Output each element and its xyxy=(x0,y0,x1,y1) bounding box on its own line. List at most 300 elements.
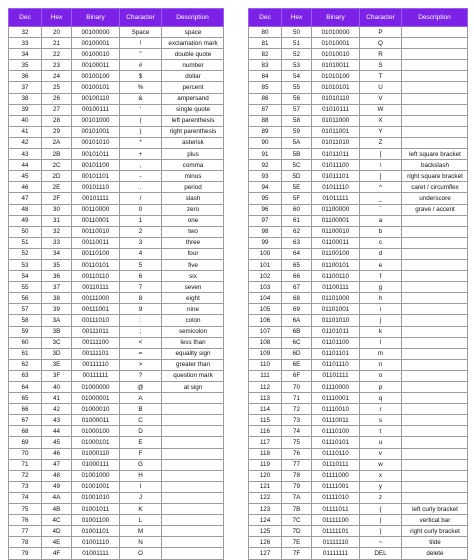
binary-cell: 00111001 xyxy=(72,304,120,315)
hex-cell: 7D xyxy=(282,526,312,537)
table-row xyxy=(249,459,468,470)
description-cell: six xyxy=(162,271,224,282)
table-row xyxy=(9,115,224,126)
description-cell xyxy=(402,248,468,259)
character-cell: A xyxy=(120,393,162,404)
hex-cell: 2C xyxy=(42,160,72,171)
table-row xyxy=(249,27,468,38)
description-cell xyxy=(402,27,468,38)
dec-cell: 71 xyxy=(9,459,42,470)
binary-cell: 01101010 xyxy=(312,315,360,326)
character-cell: F xyxy=(120,448,162,459)
dec-cell: 116 xyxy=(249,426,282,437)
description-cell xyxy=(402,393,468,404)
binary-cell: 01001111 xyxy=(72,548,120,559)
description-cell xyxy=(402,382,468,393)
hex-cell: 52 xyxy=(282,49,312,60)
binary-cell: 01111110 xyxy=(312,537,360,548)
table-row xyxy=(9,193,224,204)
character-cell: B xyxy=(120,404,162,415)
character-cell: [ xyxy=(360,149,402,160)
binary-cell: 01101001 xyxy=(312,304,360,315)
table-row xyxy=(9,326,224,337)
description-cell xyxy=(402,226,468,237)
character-cell: ( xyxy=(120,115,162,126)
binary-cell: 01011010 xyxy=(312,137,360,148)
table-row xyxy=(249,248,468,259)
dec-cell: 62 xyxy=(9,359,42,370)
table-row xyxy=(9,382,224,393)
binary-cell: 01001010 xyxy=(72,492,120,503)
binary-cell: 01100100 xyxy=(312,248,360,259)
binary-cell: 01010100 xyxy=(312,71,360,82)
hex-cell: 68 xyxy=(282,293,312,304)
description-cell: right parenthesis xyxy=(162,126,224,137)
binary-cell: 01110110 xyxy=(312,448,360,459)
description-cell: seven xyxy=(162,282,224,293)
dec-cell: 42 xyxy=(9,137,42,148)
character-cell: , xyxy=(120,160,162,171)
table-row xyxy=(249,537,468,548)
character-cell: 1 xyxy=(120,215,162,226)
dec-cell: 43 xyxy=(9,149,42,160)
binary-cell: 01010101 xyxy=(312,82,360,93)
description-cell xyxy=(402,359,468,370)
binary-cell: 00101000 xyxy=(72,115,120,126)
binary-cell: 01100010 xyxy=(312,226,360,237)
character-cell: C xyxy=(120,415,162,426)
dec-cell: 92 xyxy=(249,160,282,171)
dec-cell: 68 xyxy=(9,426,42,437)
character-cell: < xyxy=(120,337,162,348)
character-cell: m xyxy=(360,348,402,359)
dec-cell: 93 xyxy=(249,171,282,182)
description-cell: number xyxy=(162,60,224,71)
dec-cell: 80 xyxy=(249,27,282,38)
hex-cell: 5C xyxy=(282,160,312,171)
description-cell: comma xyxy=(162,160,224,171)
binary-cell: 01111001 xyxy=(312,481,360,492)
description-cell: zero xyxy=(162,204,224,215)
character-cell: u xyxy=(360,437,402,448)
table-row xyxy=(9,49,224,60)
description-cell xyxy=(402,492,468,503)
table-row xyxy=(249,282,468,293)
description-cell xyxy=(402,315,468,326)
hex-cell: 6A xyxy=(282,315,312,326)
dec-cell: 111 xyxy=(249,370,282,381)
description-cell xyxy=(162,437,224,448)
description-cell xyxy=(402,126,468,137)
hex-cell: 61 xyxy=(282,215,312,226)
binary-cell: 00110101 xyxy=(72,259,120,270)
dec-cell: 117 xyxy=(249,437,282,448)
dec-cell: 49 xyxy=(9,215,42,226)
header-hex: Hex xyxy=(42,9,72,27)
binary-cell: 01100111 xyxy=(312,282,360,293)
table-row xyxy=(9,370,224,381)
hex-cell: 2A xyxy=(42,137,72,148)
character-cell: T xyxy=(360,71,402,82)
hex-cell: 21 xyxy=(42,38,72,49)
binary-cell: 00111101 xyxy=(72,348,120,359)
dec-cell: 86 xyxy=(249,93,282,104)
hex-cell: 4C xyxy=(42,515,72,526)
description-cell: less than xyxy=(162,337,224,348)
binary-cell: 01100000 xyxy=(312,204,360,215)
binary-cell: 01101111 xyxy=(312,370,360,381)
binary-cell: 01010000 xyxy=(312,27,360,38)
hex-cell: 71 xyxy=(282,393,312,404)
table-row xyxy=(9,293,224,304)
hex-cell: 4F xyxy=(42,548,72,559)
dec-cell: 107 xyxy=(249,326,282,337)
character-cell: E xyxy=(120,437,162,448)
description-cell: four xyxy=(162,248,224,259)
dec-cell: 66 xyxy=(9,404,42,415)
hex-cell: 23 xyxy=(42,60,72,71)
character-cell: 8 xyxy=(120,293,162,304)
binary-cell: 01000001 xyxy=(72,393,120,404)
dec-cell: 114 xyxy=(249,404,282,415)
header-character: Character xyxy=(120,9,162,27)
hex-cell: 22 xyxy=(42,49,72,60)
dec-cell: 101 xyxy=(249,259,282,270)
binary-cell: 01101011 xyxy=(312,326,360,337)
binary-cell: 01001101 xyxy=(72,526,120,537)
dec-cell: 127 xyxy=(249,548,282,559)
table-row xyxy=(249,404,468,415)
description-cell xyxy=(402,437,468,448)
table-row xyxy=(249,115,468,126)
dec-cell: 115 xyxy=(249,415,282,426)
binary-cell: 01110111 xyxy=(312,459,360,470)
table-row xyxy=(249,259,468,270)
character-cell: & xyxy=(120,93,162,104)
table-row xyxy=(9,38,224,49)
hex-cell: 37 xyxy=(42,282,72,293)
binary-cell: 01111011 xyxy=(312,504,360,515)
hex-cell: 57 xyxy=(282,104,312,115)
table-row xyxy=(9,182,224,193)
character-cell: P xyxy=(360,27,402,38)
character-cell: j xyxy=(360,315,402,326)
description-cell: slash xyxy=(162,193,224,204)
character-cell: } xyxy=(360,526,402,537)
binary-cell: 00111000 xyxy=(72,293,120,304)
description-cell xyxy=(402,71,468,82)
hex-cell: 47 xyxy=(42,459,72,470)
dec-cell: 123 xyxy=(249,504,282,515)
description-cell xyxy=(402,370,468,381)
table-row xyxy=(249,293,468,304)
description-cell: underscore xyxy=(402,193,468,204)
dec-cell: 48 xyxy=(9,204,42,215)
character-cell: ^ xyxy=(360,182,402,193)
table-row xyxy=(249,171,468,182)
description-cell: vertical bar xyxy=(402,515,468,526)
table-row xyxy=(9,448,224,459)
hex-cell: 69 xyxy=(282,304,312,315)
table-row xyxy=(249,315,468,326)
hex-cell: 36 xyxy=(42,271,72,282)
character-cell: w xyxy=(360,459,402,470)
hex-cell: 56 xyxy=(282,93,312,104)
hex-cell: 4B xyxy=(42,504,72,515)
binary-cell: 00110000 xyxy=(72,204,120,215)
dec-cell: 67 xyxy=(9,415,42,426)
table-row xyxy=(249,492,468,503)
binary-cell: 01001001 xyxy=(72,481,120,492)
dec-cell: 72 xyxy=(9,470,42,481)
description-cell: nine xyxy=(162,304,224,315)
hex-cell: 65 xyxy=(282,259,312,270)
dec-cell: 108 xyxy=(249,337,282,348)
character-cell: M xyxy=(120,526,162,537)
description-cell xyxy=(162,404,224,415)
binary-cell: 00101001 xyxy=(72,126,120,137)
binary-cell: 01100101 xyxy=(312,259,360,270)
table-row xyxy=(249,215,468,226)
character-cell: n xyxy=(360,359,402,370)
character-cell: ~ xyxy=(360,537,402,548)
description-cell: delete xyxy=(402,548,468,559)
hex-cell: 2B xyxy=(42,149,72,160)
description-cell: left curly bracket xyxy=(402,504,468,515)
dec-cell: 110 xyxy=(249,359,282,370)
dec-cell: 78 xyxy=(9,537,42,548)
description-cell xyxy=(402,104,468,115)
character-cell: Space xyxy=(120,27,162,38)
character-cell: > xyxy=(120,359,162,370)
description-cell: one xyxy=(162,215,224,226)
dec-cell: 79 xyxy=(9,548,42,559)
dec-cell: 99 xyxy=(249,237,282,248)
binary-cell: 00110001 xyxy=(72,215,120,226)
binary-cell: 01000110 xyxy=(72,448,120,459)
description-cell: plus xyxy=(162,149,224,160)
binary-cell: 00100011 xyxy=(72,60,120,71)
hex-cell: 4E xyxy=(42,537,72,548)
table-row xyxy=(9,93,224,104)
hex-cell: 43 xyxy=(42,415,72,426)
description-cell xyxy=(402,326,468,337)
hex-cell: 5F xyxy=(282,193,312,204)
character-cell: c xyxy=(360,237,402,248)
table-row xyxy=(9,504,224,515)
hex-cell: 67 xyxy=(282,282,312,293)
table-row xyxy=(249,337,468,348)
character-cell: G xyxy=(120,459,162,470)
description-cell: exclamation mark xyxy=(162,38,224,49)
dec-cell: 109 xyxy=(249,348,282,359)
description-cell xyxy=(402,348,468,359)
hex-cell: 27 xyxy=(42,104,72,115)
hex-cell: 7F xyxy=(282,548,312,559)
hex-cell: 5D xyxy=(282,171,312,182)
dec-cell: 95 xyxy=(249,193,282,204)
table-row xyxy=(249,437,468,448)
table-row xyxy=(249,526,468,537)
description-cell xyxy=(402,304,468,315)
description-cell: three xyxy=(162,237,224,248)
hex-cell: 3C xyxy=(42,337,72,348)
dec-cell: 32 xyxy=(9,27,42,38)
character-cell: N xyxy=(120,537,162,548)
character-cell: 0 xyxy=(120,204,162,215)
table-row xyxy=(9,404,224,415)
hex-cell: 6F xyxy=(282,370,312,381)
dec-cell: 75 xyxy=(9,504,42,515)
hex-cell: 7E xyxy=(282,537,312,548)
header-binary: Binary xyxy=(72,9,120,27)
description-cell xyxy=(162,415,224,426)
hex-cell: 72 xyxy=(282,404,312,415)
dec-cell: 69 xyxy=(9,437,42,448)
character-cell: V xyxy=(360,93,402,104)
character-cell: { xyxy=(360,504,402,515)
dec-cell: 121 xyxy=(249,481,282,492)
binary-cell: 00110010 xyxy=(72,226,120,237)
character-cell: : xyxy=(120,315,162,326)
dec-cell: 124 xyxy=(249,515,282,526)
dec-cell: 120 xyxy=(249,470,282,481)
character-cell: f xyxy=(360,271,402,282)
character-cell: 5 xyxy=(120,259,162,270)
dec-cell: 104 xyxy=(249,293,282,304)
character-cell: q xyxy=(360,393,402,404)
description-cell: space xyxy=(162,27,224,38)
character-cell: p xyxy=(360,382,402,393)
binary-cell: 01010001 xyxy=(312,38,360,49)
table-row xyxy=(249,82,468,93)
dec-cell: 56 xyxy=(9,293,42,304)
description-cell: colon xyxy=(162,315,224,326)
description-cell: dollar xyxy=(162,71,224,82)
table-row xyxy=(9,248,224,259)
binary-cell: 01001000 xyxy=(72,470,120,481)
dec-cell: 83 xyxy=(249,60,282,71)
description-cell xyxy=(402,60,468,71)
dec-cell: 77 xyxy=(9,526,42,537)
dec-cell: 58 xyxy=(9,315,42,326)
table-row xyxy=(249,504,468,515)
dec-cell: 45 xyxy=(9,171,42,182)
description-cell xyxy=(402,282,468,293)
character-cell: ? xyxy=(120,370,162,381)
table-row xyxy=(249,193,468,204)
dec-cell: 119 xyxy=(249,459,282,470)
description-cell xyxy=(162,537,224,548)
binary-cell: 00100100 xyxy=(72,71,120,82)
binary-cell: 01011101 xyxy=(312,171,360,182)
table-row xyxy=(249,49,468,60)
binary-cell: 01011001 xyxy=(312,126,360,137)
hex-cell: 3A xyxy=(42,315,72,326)
binary-cell: 00100010 xyxy=(72,49,120,60)
dec-cell: 85 xyxy=(249,82,282,93)
dec-cell: 94 xyxy=(249,182,282,193)
table-row xyxy=(249,426,468,437)
table-row xyxy=(249,160,468,171)
binary-cell: 01010111 xyxy=(312,104,360,115)
hex-cell: 2D xyxy=(42,171,72,182)
binary-cell: 01110100 xyxy=(312,426,360,437)
hex-cell: 5A xyxy=(282,137,312,148)
hex-cell: 75 xyxy=(282,437,312,448)
hex-cell: 53 xyxy=(282,60,312,71)
dec-cell: 96 xyxy=(249,204,282,215)
hex-cell: 7B xyxy=(282,504,312,515)
character-cell: 7 xyxy=(120,282,162,293)
binary-cell: 01000111 xyxy=(72,459,120,470)
header-character: Character xyxy=(360,9,402,27)
description-cell: left parenthesis xyxy=(162,115,224,126)
description-cell xyxy=(162,393,224,404)
description-cell: single quote xyxy=(162,104,224,115)
table-row xyxy=(9,393,224,404)
table-row xyxy=(9,459,224,470)
character-cell: y xyxy=(360,481,402,492)
table-row xyxy=(9,204,224,215)
hex-cell: 26 xyxy=(42,93,72,104)
binary-cell: 01111000 xyxy=(312,470,360,481)
binary-cell: 00101101 xyxy=(72,171,120,182)
header-dec: Dec xyxy=(249,9,282,27)
hex-cell: 79 xyxy=(282,481,312,492)
dec-cell: 126 xyxy=(249,537,282,548)
character-cell: O xyxy=(120,548,162,559)
hex-cell: 4D xyxy=(42,526,72,537)
binary-cell: 01110000 xyxy=(312,382,360,393)
description-cell: backslash xyxy=(402,160,468,171)
character-cell: b xyxy=(360,226,402,237)
dec-cell: 41 xyxy=(9,126,42,137)
description-cell xyxy=(162,526,224,537)
binary-cell: 00101010 xyxy=(72,137,120,148)
binary-cell: 01101110 xyxy=(312,359,360,370)
character-cell: DEL xyxy=(360,548,402,559)
table-row xyxy=(9,171,224,182)
hex-cell: 70 xyxy=(282,382,312,393)
description-cell: right square bracket xyxy=(402,171,468,182)
table-row xyxy=(249,104,468,115)
table-row xyxy=(249,304,468,315)
dec-cell: 90 xyxy=(249,137,282,148)
hex-cell: 6D xyxy=(282,348,312,359)
hex-cell: 46 xyxy=(42,448,72,459)
dec-cell: 63 xyxy=(9,370,42,381)
hex-cell: 29 xyxy=(42,126,72,137)
character-cell: X xyxy=(360,115,402,126)
dec-cell: 53 xyxy=(9,259,42,270)
hex-cell: 50 xyxy=(282,27,312,38)
table-row xyxy=(249,60,468,71)
description-cell xyxy=(162,459,224,470)
description-cell: ampersand xyxy=(162,93,224,104)
binary-cell: 00101111 xyxy=(72,193,120,204)
binary-cell: 01001011 xyxy=(72,504,120,515)
table-row xyxy=(9,27,224,38)
table-row xyxy=(249,93,468,104)
character-cell: t xyxy=(360,426,402,437)
character-cell: J xyxy=(120,492,162,503)
hex-cell: 42 xyxy=(42,404,72,415)
hex-cell: 64 xyxy=(282,248,312,259)
dec-cell: 70 xyxy=(9,448,42,459)
binary-cell: 01000010 xyxy=(72,404,120,415)
description-cell xyxy=(162,448,224,459)
